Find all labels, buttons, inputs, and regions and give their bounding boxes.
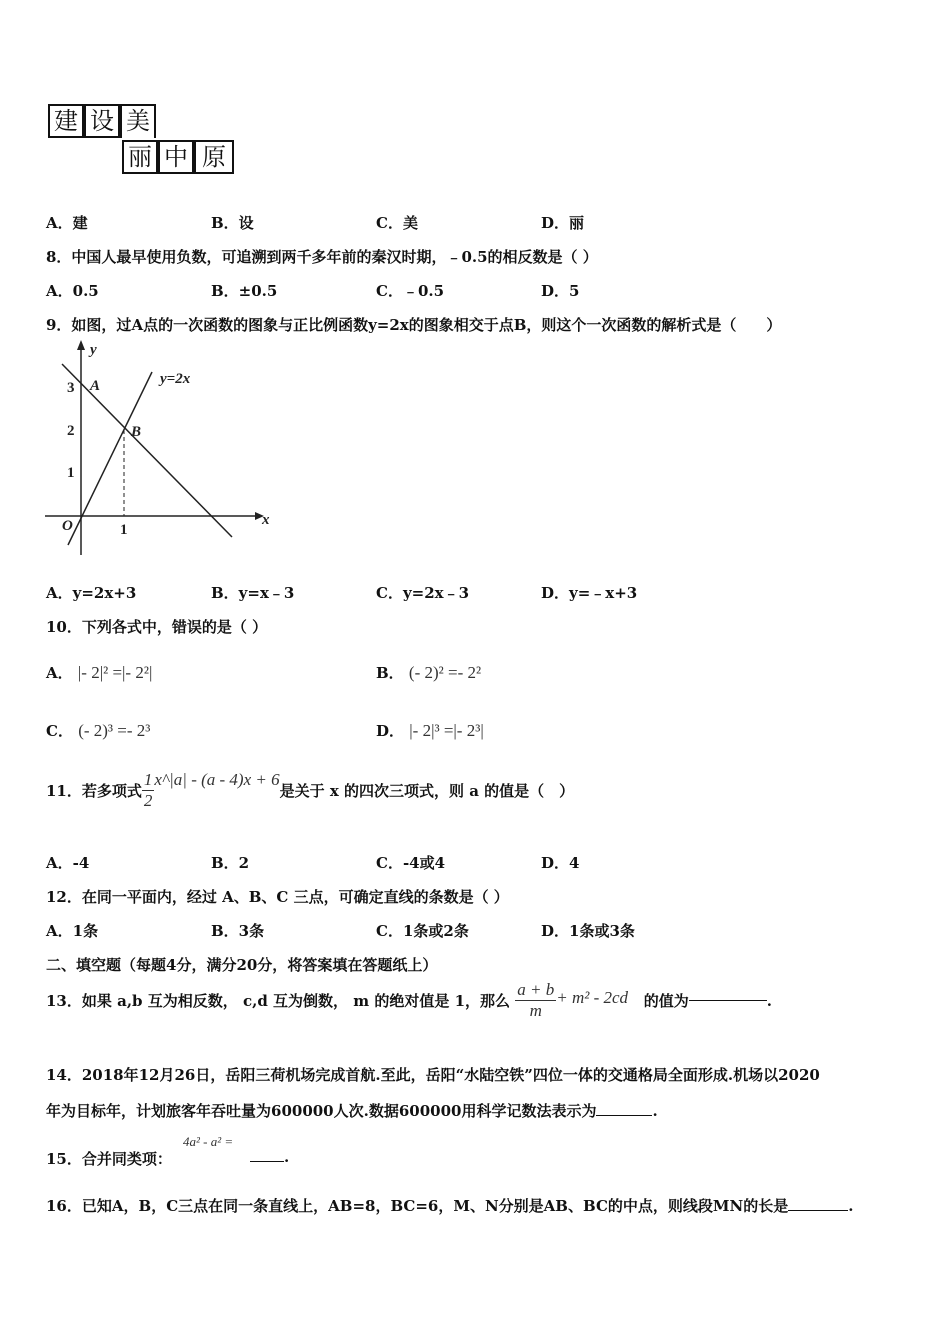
question-16: 16．已知A，B，C三点在同一条直线上，AB=8，BC=6，M、N分别是AB、BC的中点，则线段MN的长是 . bbox=[46, 1197, 854, 1215]
tick-y: 1 bbox=[67, 465, 75, 481]
option: D．4 bbox=[541, 854, 580, 872]
answer-blank[interactable] bbox=[596, 1115, 652, 1116]
formula: |- 2|³ =|- 2³| bbox=[409, 721, 484, 740]
option: D．5 bbox=[541, 282, 580, 300]
question-15: 15．合并同类项： bbox=[46, 1150, 172, 1168]
tick-y: 3 bbox=[67, 380, 75, 396]
line-through-a bbox=[62, 364, 232, 537]
option: C．-4或4 bbox=[376, 854, 446, 872]
origin-label: O bbox=[62, 518, 73, 534]
puzzle-cell: 中 bbox=[158, 140, 194, 174]
tick-x: 1 bbox=[120, 522, 128, 538]
option: D．y=﹣x+3 bbox=[541, 584, 638, 602]
option: C．y=2x﹣3 bbox=[376, 584, 470, 602]
option: C．美 bbox=[376, 214, 418, 232]
option-label: C． bbox=[46, 722, 73, 740]
question-12: 12．在同一平面内，经过 A、B、C 三点，可确定直线的条数是（ ） bbox=[46, 888, 509, 906]
answer-blank[interactable] bbox=[788, 1210, 848, 1211]
option: B．±0.5 bbox=[211, 282, 278, 300]
fraction: $\frac{1}{2}$ bbox=[143, 770, 153, 810]
puzzle-cell: 丽 bbox=[122, 140, 158, 174]
function-graph bbox=[40, 335, 280, 560]
question-9: 9．如图，过A点的一次函数的图象与正比例函数y=2x的图象相交于点B，则这个一次函数的解析式是（ ） bbox=[46, 316, 782, 334]
puzzle-cell: 美 bbox=[120, 104, 156, 138]
point-b-label: B bbox=[131, 424, 142, 440]
option-label: D． bbox=[376, 722, 405, 740]
answer-blank[interactable] bbox=[250, 1161, 284, 1162]
option-label: B． bbox=[376, 664, 404, 682]
fraction: $\frac{a + b}{m}$ bbox=[517, 980, 555, 1020]
option: A．-4 bbox=[46, 854, 90, 872]
y-axis-arrow-icon bbox=[77, 340, 85, 350]
option: A．y=2x+3 bbox=[46, 584, 137, 602]
puzzle-cell: 原 bbox=[194, 140, 234, 174]
option: D．丽 bbox=[541, 214, 585, 232]
formula: (- 2)³ =- 2³ bbox=[78, 721, 151, 740]
option: C．1条或2条 bbox=[376, 922, 469, 940]
question-11: 11．若多项式 $\frac{1}{2}$ x^|a| - (a - 4)x + 6 是关于 x 的四次三项式，则 a 的值是（ ） bbox=[46, 769, 575, 810]
answer-blank[interactable] bbox=[689, 1000, 767, 1001]
y-label: y bbox=[90, 342, 97, 358]
option: A．建 bbox=[46, 214, 88, 232]
formula: 4a² - a² = bbox=[183, 1134, 234, 1149]
formula: + m² - 2cd bbox=[556, 987, 629, 1007]
line-label: y=2x bbox=[160, 371, 191, 387]
option: D．1条或3条 bbox=[541, 922, 635, 940]
question-14-line1: 14．2018年12月26日，岳阳三荷机场完成首航.至此，岳阳“水陆空铁”四位一体的交通格局全面形成.机场以2020 bbox=[46, 1066, 820, 1084]
formula: (- 2)² =- 2² bbox=[408, 663, 482, 682]
option: B．3条 bbox=[211, 922, 265, 940]
tick-y: 2 bbox=[67, 423, 75, 439]
option: A．0.5 bbox=[46, 282, 99, 300]
option-label: A． bbox=[46, 664, 73, 682]
question-8: 8．中国人最早使用负数，可追溯到两千多年前的秦汉时期，﹣0.5的相反数是（ ） bbox=[46, 248, 598, 266]
option: B．y=x﹣3 bbox=[211, 584, 295, 602]
option: B．设 bbox=[211, 214, 254, 232]
puzzle-cell: 设 bbox=[84, 104, 120, 138]
question-10: 10．下列各式中，错误的是（ ） bbox=[46, 618, 268, 636]
formula: |- 2|² =|- 2²| bbox=[77, 663, 153, 682]
formula: x^|a| - (a - 4)x + 6 bbox=[154, 769, 280, 789]
section-heading: 二、填空题（每题4分，满分20分，将答案填在答题纸上） bbox=[46, 956, 438, 974]
option: C．﹣0.5 bbox=[376, 282, 445, 300]
option: B．2 bbox=[211, 854, 250, 872]
question-14-line2: 年为目标年，计划旅客年吞吐量为600000人次.数据600000用科学记数法表示为 . bbox=[46, 1102, 658, 1120]
x-label: x bbox=[262, 512, 270, 528]
question-13: 13．如果 a,b 互为相反数， c,d 互为倒数， m 的绝对值是 1，那么 $\frac{a + b}{m}$ + m² - 2cd 的值为 . bbox=[46, 980, 772, 1020]
puzzle-cell: 建 bbox=[48, 104, 84, 138]
option: A．1条 bbox=[46, 922, 99, 940]
exam-page: 建 设 美 丽 中 原 A．建 B．设 C．美 D．丽 8．中国人最早使用负数，可追溯到两千多年前的秦汉时期，﹣0.5的相反数是（ ） A．0.5 B．±0.5 C．﹣0.5 D．5 9．如图，过A点的一次函数的图象与正比例函数y=2x的图象相交于点B，则这个一次函数的解析式是（ ） y x O y=2x A B 1 2 3 1 A．y=2x+3 B．y=x﹣3 C．y=2x﹣3 D．y=﹣x+3 10．下列各式中，错误的是（ ） A． |- 2|² =|- 2²| B． (- 2)² =- 2² C． (- 2)³ =- 2³ D． |- 2|³ =|- 2³| 11．若多项式 $\frac{1}{2}$ x^|a| - (a - 4)x + 6 是关于 x 的四次三项式，则 a 的值是（ ） A．-4 B．2 C．-4或4 D．4 12．在同一平面内，经过 A、B、C 三点，可确定直线的条数是（ ） A．1条 B．3条 C．1条或2条 D．1条或3条 二、填空题（每题4分，满分20分，将答案填在答题纸上） 13．如果 a,b 互为相反数， c,d 互为倒数， m 的绝对值是 1，那么 $\frac{a + b}{m}$ + m² - 2cd 的值为 . 14．2018年12月26日，岳阳三荷机场完成首航.至此，岳阳“水陆空铁”四位一体的交通格局全面形成.机场以2020 年为目标年，计划旅客年吞吐量为600000人次.数据600000用科学记数法表示为 . 15．合并同类项： 4a² - a² = . 16．已知A，B，C三点在同一条直线上，AB=8，BC=6，M、N分别是AB、BC的中点，则线段MN的长是 . bbox=[0, 0, 950, 1344]
point-a-label: A bbox=[90, 378, 101, 394]
